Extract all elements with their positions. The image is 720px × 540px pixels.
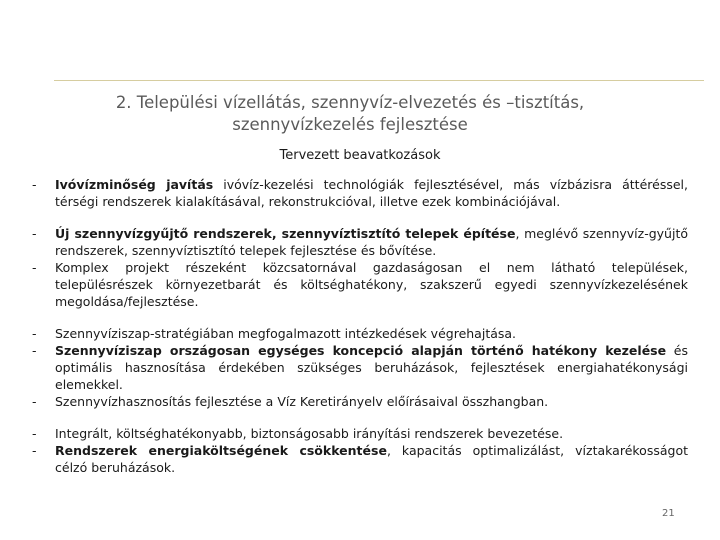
list-item-body: Szennyvízhasznosítás fejlesztése a Víz Keretirányelv előírásaival összhangban. (55, 394, 549, 409)
list-item-text (55, 176, 688, 210)
list-item (32, 442, 688, 476)
slide-title (60, 92, 640, 136)
slide-title-line-1: 2. Települési vízellátás, szennyvíz-elvezetés és –tisztítás, (115, 93, 585, 112)
bullet-dash: - (32, 343, 37, 358)
list-item-body: , kapacitás optimalizálást, víztakarékosságot célzó beruházások. (55, 443, 688, 475)
bullet-dash: - (32, 260, 37, 275)
list-item-bold: Rendszerek energiaköltségének csökkentése (55, 443, 387, 458)
bullet-group-3 (32, 325, 688, 410)
list-item-text (55, 325, 688, 342)
bullet-dash: - (32, 177, 37, 192)
list-item-bold: Új szennyvízgyűjtő rendszerek, szennyvíztisztító telepek építése (55, 226, 516, 241)
bullet-group-2 (32, 225, 688, 310)
bullet-dash: - (32, 226, 37, 241)
list-item-text (55, 342, 688, 393)
bullet-group-1 (32, 176, 688, 210)
list-item-body: ivóvíz-kezelési technológiák fejlesztésével, más vízbázisra áttéréssel, térségi rendszerek kialakításával, rekonstrukcióval, illetve ezek kombinációjával. (55, 177, 688, 209)
header-divider (54, 80, 704, 81)
bullet-dash: - (32, 426, 37, 441)
list-item (32, 325, 688, 342)
list-item (32, 425, 688, 442)
list-item (32, 393, 688, 410)
list-item-bold: Ivóvízminőség javítás (55, 177, 214, 192)
bullet-dash: - (32, 326, 37, 341)
list-item-body: Szennyvíziszap-stratégiában megfogalmazott intézkedések végrehajtása. (55, 326, 517, 341)
slide-title-line-2: szennyvízkezelés fejlesztése (232, 115, 468, 134)
bullet-group-4 (32, 425, 688, 476)
list-item (32, 225, 688, 259)
list-item (32, 342, 688, 393)
list-item-text (55, 393, 688, 410)
section-subtitle: Tervezett beavatkozások (279, 148, 441, 163)
list-item-body: , meglévő szennyvíz-gyűjtő rendszerek, szennyvíztisztító telepek fejlesztése és bővítése. (55, 226, 689, 258)
bullet-content (32, 176, 688, 491)
list-item-text (55, 225, 688, 259)
list-item-body: Integrált, költséghatékonyabb, biztonságosabb irányítási rendszerek bevezetése. (55, 426, 564, 441)
list-item-body: Komplex projekt részeként közcsatornával gazdaságosan el nem látható települések, településrészek környezetbarát és költséghatékony, szakszerű egyedi szennyvízkezelésének megoldása/fejlesztése. (55, 260, 688, 309)
list-item-text (55, 259, 688, 310)
page-number: 21 (662, 508, 675, 519)
list-item-bold: Szennyvíziszap országosan egységes koncepció alapján történő hatékony kezelése (55, 343, 667, 358)
list-item-body: és optimális hasznosítása érdekében szükséges beruházások, fejlesztések energiahatékonysági elemekkel. (55, 343, 688, 392)
list-item-text (55, 442, 688, 476)
list-item (32, 176, 688, 210)
bullet-dash: - (32, 443, 37, 458)
bullet-dash: - (32, 394, 37, 409)
list-item-text (55, 425, 688, 442)
list-item (32, 259, 688, 310)
